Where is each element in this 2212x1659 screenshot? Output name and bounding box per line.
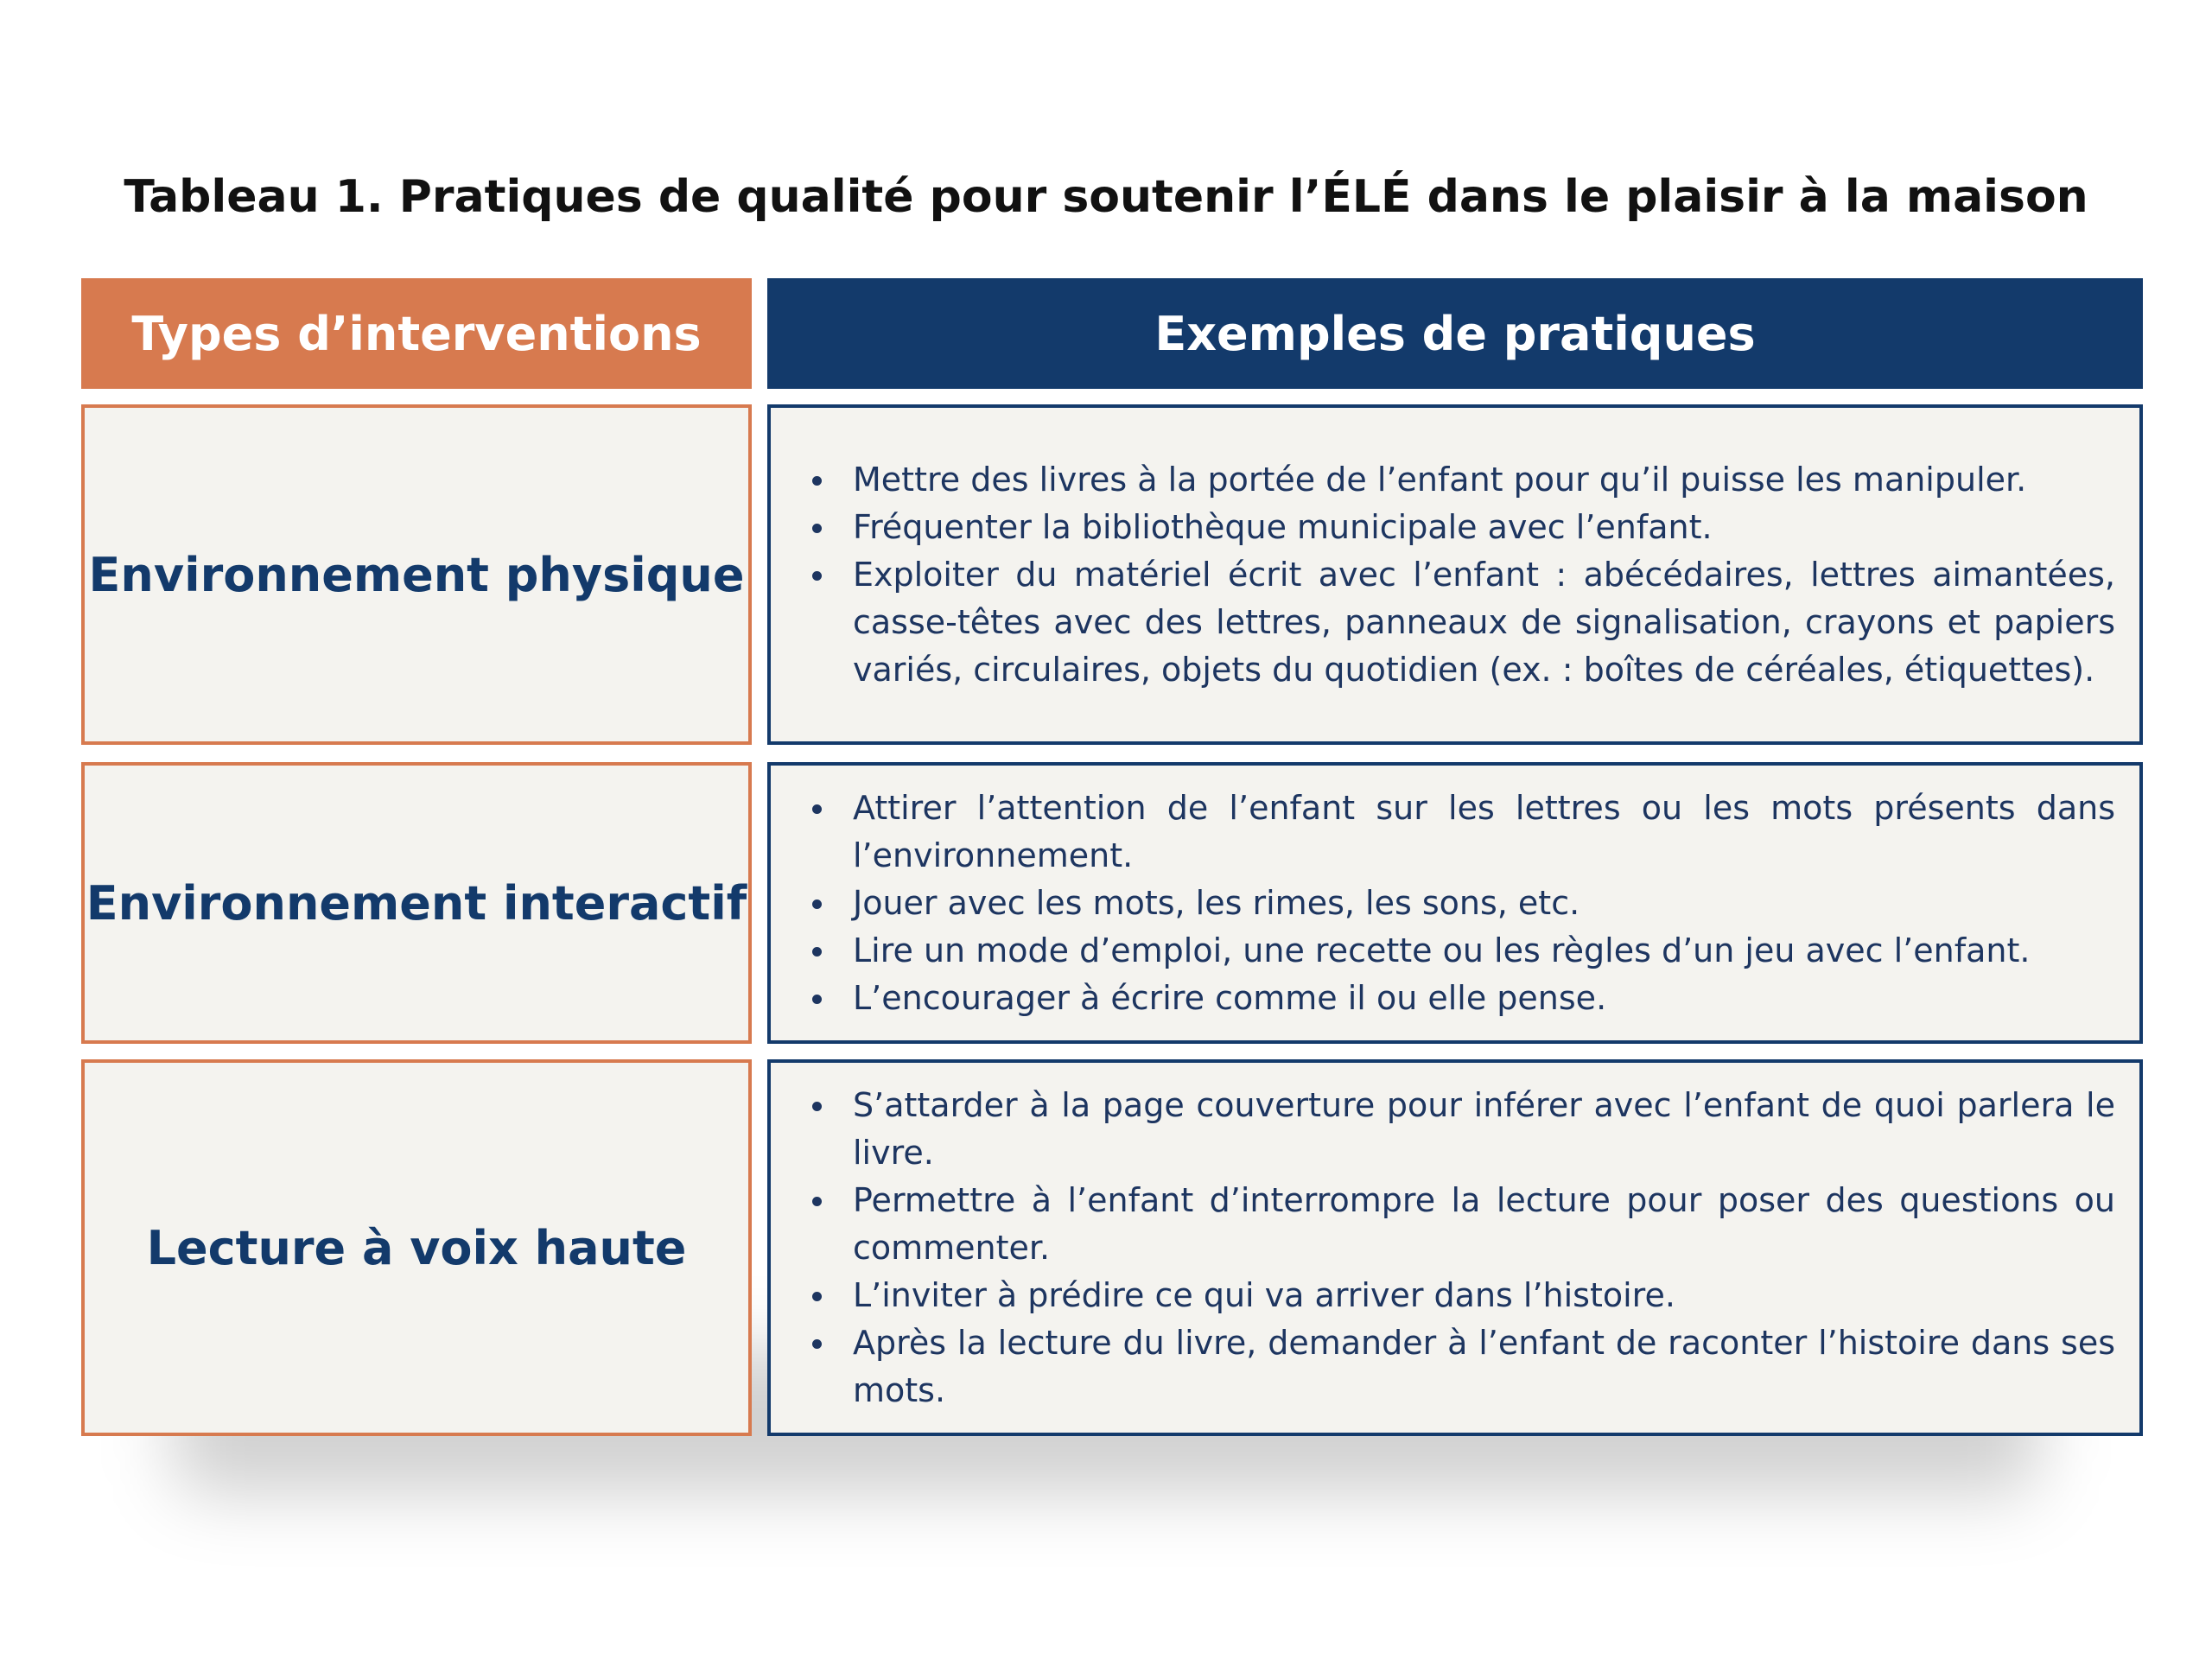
list-item: Après la lecture du livre, demander à l’enfant de raconter l’histoire dans ses mots. (853, 1319, 2115, 1414)
row-type-label: Environnement interactif (86, 875, 747, 931)
list-item: Permettre à l’enfant d’interrompre la lecture pour poser des questions ou commenter. (853, 1177, 2115, 1272)
list-item: Attirer l’attention de l’enfant sur les lettres ou les mots présents dans l’environnement. (853, 785, 2115, 880)
row-type-interactive-environment (81, 762, 752, 1044)
list-item: Mettre des livres à la portée de l’enfant pour qu’il puisse les manipuler. (853, 456, 2115, 504)
row-examples-physical-environment (767, 404, 2143, 745)
list-item: Jouer avec les mots, les rimes, les sons, etc. (853, 880, 2115, 927)
row-type-physical-environment (81, 404, 752, 745)
list-item: Fréquenter la bibliothèque municipale avec l’enfant. (853, 504, 2115, 551)
list-item: Exploiter du matériel écrit avec l’enfant : abécédaires, lettres aimantées, casse-têtes avec des lettres, panneaux de signalisation, crayons et papiers variés, circulaires, objets du quotidien (ex. : boîtes de céréales, étiquettes). (853, 551, 2115, 694)
list-item: S’attarder à la page couverture pour inférer avec l’enfant de quoi parlera le livre. (853, 1082, 2115, 1177)
row-examples-read-aloud (767, 1059, 2143, 1436)
row-type-label: Environnement physique (88, 547, 745, 602)
table-title: Tableau 1. Pratiques de qualité pour soutenir l’ÉLÉ dans le plaisir à la maison (124, 171, 2088, 223)
header-practice-examples: Exemples de pratiques (767, 278, 2143, 389)
header-intervention-types: Types d’interventions (81, 278, 752, 389)
list-item: L’encourager à écrire comme il ou elle pense. (853, 975, 2115, 1022)
list-item: L’inviter à prédire ce qui va arriver dans l’histoire. (853, 1272, 2115, 1319)
row-examples-interactive-environment (767, 762, 2143, 1044)
list-item: Lire un mode d’emploi, une recette ou les règles d’un jeu avec l’enfant. (853, 927, 2115, 975)
row-type-label: Lecture à voix haute (146, 1220, 687, 1275)
row-type-read-aloud (81, 1059, 752, 1436)
practice-list (771, 456, 2139, 694)
practice-list (771, 1082, 2139, 1414)
practice-list (771, 785, 2139, 1022)
